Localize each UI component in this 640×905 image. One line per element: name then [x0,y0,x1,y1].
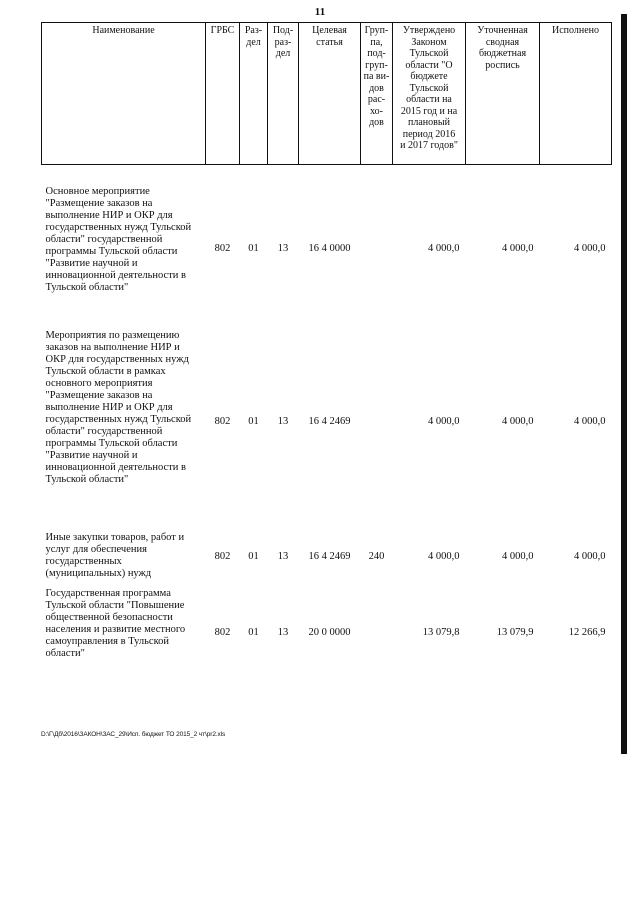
row-group: 240 [368,550,385,562]
row-group [361,585,393,681]
row-name: Иные закупки товаров, работ и услуг для обеспечения государственных (муниципальных) нужд [45,531,185,579]
row-subsection: 13 [277,550,289,562]
row-approved: 4 000,0 [428,550,460,562]
row-approved: 4 000,0 [428,242,460,254]
row-executed: 4 000,0 [574,242,606,254]
row-executed: 12 266,9 [568,626,606,638]
row-group [361,183,393,315]
row-subsection: 13 [277,242,289,254]
table-header-row [42,23,612,165]
row-section: 01 [248,550,259,562]
table-row [42,327,612,517]
row-approved: 4 000,0 [428,415,460,427]
page-number: 11 [314,6,326,18]
row-subsection: 13 [277,626,289,638]
row-section: 01 [248,626,259,638]
row-section: 01 [248,415,259,427]
row-approved: 13 079,8 [422,626,460,638]
col-section-header: Раз- дел [240,23,268,165]
row-refined: 4 000,0 [502,415,534,427]
row-target: 16 4 2469 [308,550,351,562]
row-grbs: 802 [214,242,231,254]
row-refined: 4 000,0 [502,242,534,254]
col-refined-header: Уточненная сводная бюджетная роспись [466,23,540,165]
file-path-footer: D:\Г\Дб\2016\ЗАКОН\ЗАС_29\Исп. бюджет ТО 2015_2 чт\pr2.xls [41,731,226,738]
row-subsection: 13 [277,415,289,427]
row-executed: 4 000,0 [574,415,606,427]
row-name: Государственная программа Тульской области "Повышение общественной безопасности населения и развитие местного самоуправления в Тульской области" [45,587,186,659]
row-grbs: 802 [214,626,231,638]
col-approved-header: Утверждено Законом Тульской области "О бюджете Тульской области на 2015 год и на плановый период 2016 и 2017 годов" [393,23,466,165]
col-name-header: Наименование [42,23,206,165]
col-target-header: Целевая статья [299,23,361,165]
row-name: Мероприятия по размещению заказов на выполнение НИР и ОКР для государственных нужд Тульской области в рамках основного мероприятия "Размещение заказов на выполнение НИР и ОКР для государственных нужд Тульской области" государственной программы Тульской области "Развитие научной и инновационной деятельности в Тульской области" [45,329,192,485]
row-grbs: 802 [214,415,231,427]
table-row [42,529,612,585]
row-name: Основное мероприятие "Размещение заказов на выполнение НИР и ОКР для государственных нужд Тульской области" государственной программы Тульской области "Развитие научной и инновационной деятельности в Тульской области" [45,185,192,293]
row-executed: 4 000,0 [574,550,606,562]
row-refined: 4 000,0 [502,550,534,562]
scan-edge-bar [621,14,627,754]
row-grbs: 802 [214,550,231,562]
col-group-header: Груп- па, под- груп- па ви- дов рас- хо- дов [361,23,393,165]
row-target: 16 4 0000 [308,242,351,254]
table-row [42,585,612,681]
row-refined: 13 079,9 [496,626,534,638]
col-grbs-header: ГРБС [206,23,240,165]
col-subsection-header: Под- раз- дел [268,23,299,165]
row-section: 01 [248,242,259,254]
row-target: 20 0 0000 [308,626,351,638]
table-row [42,183,612,315]
col-executed-header: Исполнено [540,23,612,165]
budget-table [41,22,612,681]
row-group [361,327,393,517]
row-target: 16 4 2469 [308,415,351,427]
